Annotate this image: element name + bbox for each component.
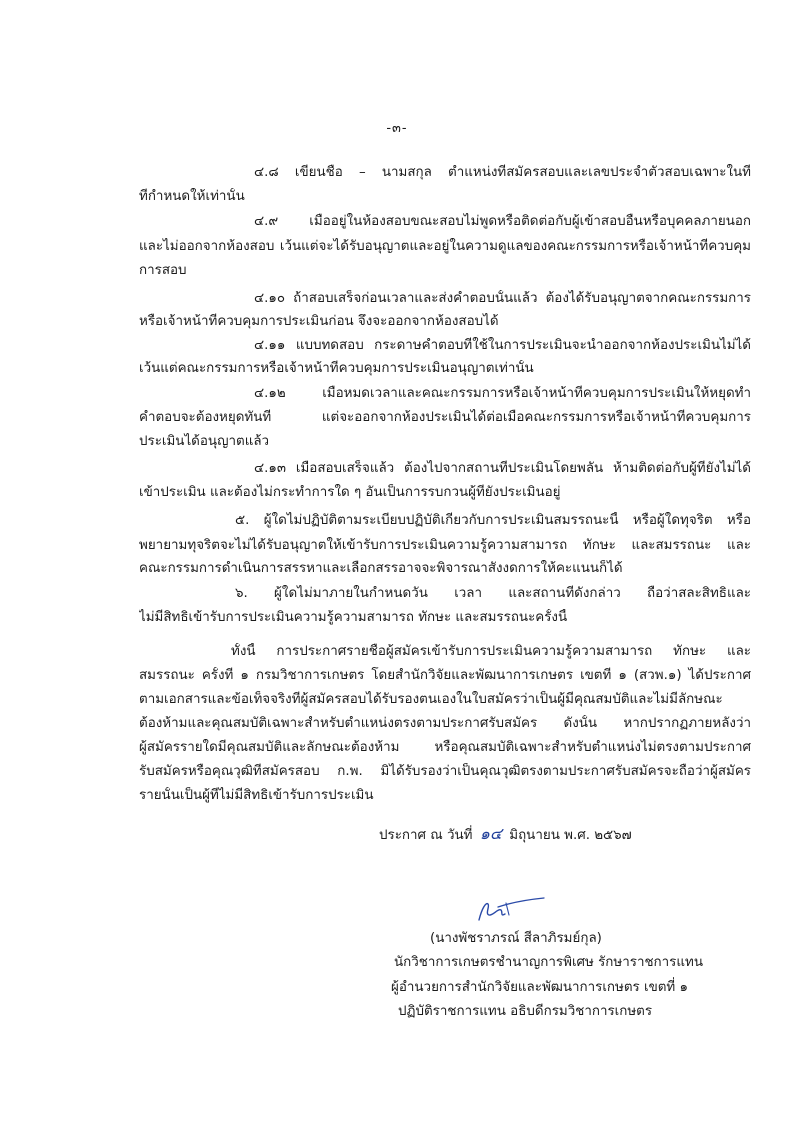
paragraph-line: ต้องห้ามและคุณสมบัติเฉพาะสำหรับตำแหน่งตรงตามประกาศรับสมัคร ดังนั้น หากปรากฏภายหลังว่า xyxy=(139,716,751,731)
paragraph-line: ๔.๑๒ เมื่อหมดเวลาและคณะกรรมการหรือเจ้าหน้าที่ควบคุมการประเมินให้หยุดทำ xyxy=(254,386,751,401)
paragraph-line: รับสมัครหรือคุณวุฒิที่สมัครสอบ ก.พ. มิได้รับรองว่าเป็นคุณวุฒิตรงตามประกาศรับสมัครจะถือว่าผู้สมัคร xyxy=(139,764,751,779)
paragraph-line: และไม่ออกจากห้องสอบ เว้นแต่จะได้รับอนุญาตและอยู่ในความดูแลของคณะกรรมการหรือเจ้าหน้าที่ควบคุม xyxy=(139,239,751,254)
signatory-position-1: นักวิชาการเกษตรชำนาญการพิเศษ รักษาราชการแทน xyxy=(394,955,703,970)
paragraph-line: ๔.๙ เมื่ออยู่ในห้องสอบขณะสอบไม่พูดหรือติดต่อกับผู้เข้าสอบอื่นหรือบุคคลภายนอก xyxy=(254,214,751,229)
paragraph-line: ๔.๑๐ ถ้าสอบเสร็จก่อนเวลาและส่งคำตอบนั้นแล้ว ต้องได้รับอนุญาตจากคณะกรรมการ xyxy=(254,291,751,306)
date-prefix: ประกาศ ณ วันที่ xyxy=(379,828,473,843)
handwritten-day: ๑๔ xyxy=(479,824,502,843)
paragraph-line: ๔.๘ เขียนชื่อ – นามสกุล ตำแหน่งที่สมัครสอบและเลขประจำตัวสอบเฉพาะในที่ xyxy=(254,165,751,180)
date-suffix: มิถุนายน พ.ศ. ๒๕๖๗ xyxy=(509,828,632,843)
page-number: -๓- xyxy=(386,121,408,136)
paragraph-line: รายนั้นเป็นผู้ที่ไม่มีสิทธิเข้ารับการประเมิน xyxy=(139,788,374,803)
signatory-position-3: ปฏิบัติราชการแทน อธิบดีกรมวิชาการเกษตร xyxy=(398,1004,653,1019)
paragraph-line: พยายามทุจริตจะไม่ได้รับอนุญาตให้เข้ารับการประเมินความรู้ความสามารถ ทักษะ และสมรรถนะ และ xyxy=(139,538,751,553)
signatory-name: (นางพัชราภรณ์ สีลาภิรมย์กุล) xyxy=(430,931,602,946)
paragraph-line: คณะกรรมการดำเนินการสรรหาและเลือกสรรอาจจะพิจารณาสั่งงดการให้คะแนนก็ได้ xyxy=(139,561,623,576)
paragraph-line: ๖. ผู้ใดไม่มาภายในกำหนดวัน เวลา และสถานที่ดังกล่าว ถือว่าสละสิทธิและ xyxy=(235,586,751,601)
paragraph-line: สมรรถนะ ครั้งที่ ๑ กรมวิชาการเกษตร โดยสำนักวิจัยและพัฒนาการเกษตร เขตที่ ๑ (สวพ.๑) ได้ประกาศ xyxy=(139,668,751,683)
announcement-date xyxy=(379,825,632,845)
paragraph-line: คำตอบจะต้องหยุดทันที แต่จะออกจากห้องประเมินได้ต่อเมื่อคณะกรรมการหรือเจ้าหน้าที่ควบคุมการ xyxy=(139,410,751,425)
paragraph-line: ทั้งนี้ การประกาศรายชื่อผู้สมัครเข้ารับการประเมินความรู้ความสามารถ ทักษะ และ xyxy=(231,644,751,659)
paragraph-line: เข้าประเมิน และต้องไม่กระทำการใด ๆ อันเป็นการรบกวนผู้ที่ยังประเมินอยู่ xyxy=(139,485,561,500)
handwritten-signature xyxy=(476,894,548,924)
paragraph-line: ประเมินได้อนุญาตแล้ว xyxy=(139,434,270,449)
paragraph-line: เว้นแต่คณะกรรมการหรือเจ้าหน้าที่ควบคุมการประเมินอนุญาตเท่านั้น xyxy=(139,361,534,376)
paragraph-line: ไม่มีสิทธิเข้ารับการประเมินความรู้ความสามารถ ทักษะ และสมรรถนะครั้งนี้ xyxy=(139,610,568,625)
paragraph-line: ผู้สมัครรายใดมีคุณสมบัติและลักษณะต้องห้าม หรือคุณสมบัติเฉพาะสำหรับตำแหน่งไม่ตรงตามประกาศ xyxy=(139,740,751,755)
paragraph-line: ที่กำหนดให้เท่านั้น xyxy=(139,189,245,204)
paragraph-line: ตามเอกสารและข้อเท็จจริงที่ผู้สมัครสอบได้รับรองตนเองในใบสมัครว่าเป็นผู้มีคุณสมบัติและไม่มีลักษณะ xyxy=(139,692,723,707)
paragraph-line: ๕. ผู้ใดไม่ปฏิบัติตามระเบียบปฏิบัติเกี่ยวกับการประเมินสมรรถนะนี้ หรือผู้ใดทุจริต หรือ xyxy=(235,513,751,528)
paragraph-line: หรือเจ้าหน้าที่ควบคุมการประเมินก่อน จึงจะออกจากห้องสอบได้ xyxy=(139,314,499,329)
paragraph-line: การสอบ xyxy=(139,263,187,278)
paragraph-line: ๔.๑๓ เมื่อสอบเสร็จแล้ว ต้องไปจากสถานที่ประเมินโดยพลัน ห้ามติดต่อกับผู้ที่ยังไม่ได้ xyxy=(254,461,751,476)
paragraph-line: ๔.๑๑ แบบทดสอบ กระดาษคำตอบที่ใช้ในการประเมินจะนำออกจากห้องประเมินไม่ได้ xyxy=(254,338,751,353)
signatory-position-2: ผู้อำนวยการสำนักวิจัยและพัฒนาการเกษตร เขตที่ ๑ xyxy=(391,980,689,995)
